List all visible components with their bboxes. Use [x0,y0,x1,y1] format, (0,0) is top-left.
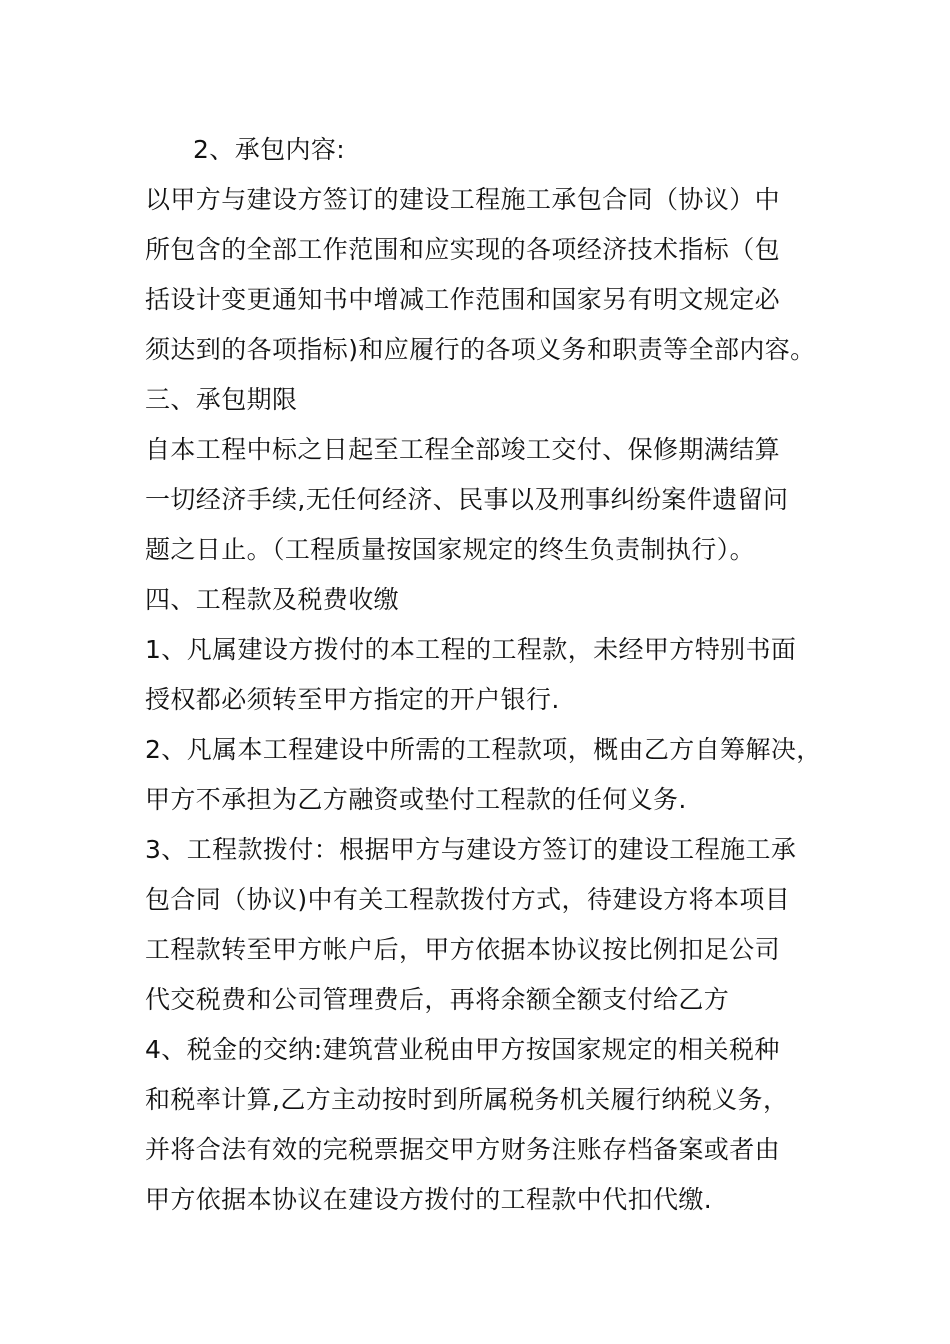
text-line: 工程款转至甲方帐户后，甲方依据本协议按比例扣足公司 [145,935,781,964]
text-line: 一切经济手续,无任何经济、民事以及刑事纠纷案件遗留问 [145,485,789,514]
text-line: 甲方不承担为乙方融资或垫付工程款的任何义务. [145,785,687,814]
text-line: 自本工程中标之日起至工程全部竣工交付、保修期满结算 [145,435,781,464]
section-heading: 三、承包期限 [145,385,298,414]
text-line: 4、税金的交纳:建筑营业税由甲方按国家规定的相关税种 [145,1035,780,1064]
text-line: 括设计变更通知书中增减工作范围和国家另有明文规定必 [145,285,781,314]
text-line: 包合同（协议)中有关工程款拨付方式，待建设方将本项目 [145,885,791,914]
text-line: 并将合法有效的完税票据交甲方财务注账存档备案或者由 [145,1135,781,1164]
text-line: 3、工程款拨付：根据甲方与建设方签订的建设工程施工承 [145,835,797,864]
text-line: 和税率计算,乙方主动按时到所属税务机关履行纳税义务， [145,1085,789,1114]
text-line: 1、凡属建设方拨付的本工程的工程款，未经甲方特别书面 [145,635,797,664]
text-line: 以甲方与建设方签订的建设工程施工承包合同（协议）中 [145,185,781,214]
text-line: 题之日止。（工程质量按国家规定的终生负责制执行）。 [145,535,756,564]
text-line: 2、凡属本工程建设中所需的工程款项，概由乙方自筹解决， [145,735,822,764]
text-line: 所包含的全部工作范围和应实现的各项经济技术指标（包 [145,235,781,264]
text-line: 甲方依据本协议在建设方拨付的工程款中代扣代缴. [145,1185,713,1214]
text-line: 2、承包内容: [193,135,346,164]
text-line: 授权都必须转至甲方指定的开户银行. [145,685,560,714]
text-line: 须达到的各项指标)和应履行的各项义务和职责等全部内容。 [145,335,816,364]
text-line: 代交税费和公司管理费后，再将余额全额支付给乙方 [145,985,730,1014]
section-heading: 四、工程款及税费收缴 [145,585,400,614]
